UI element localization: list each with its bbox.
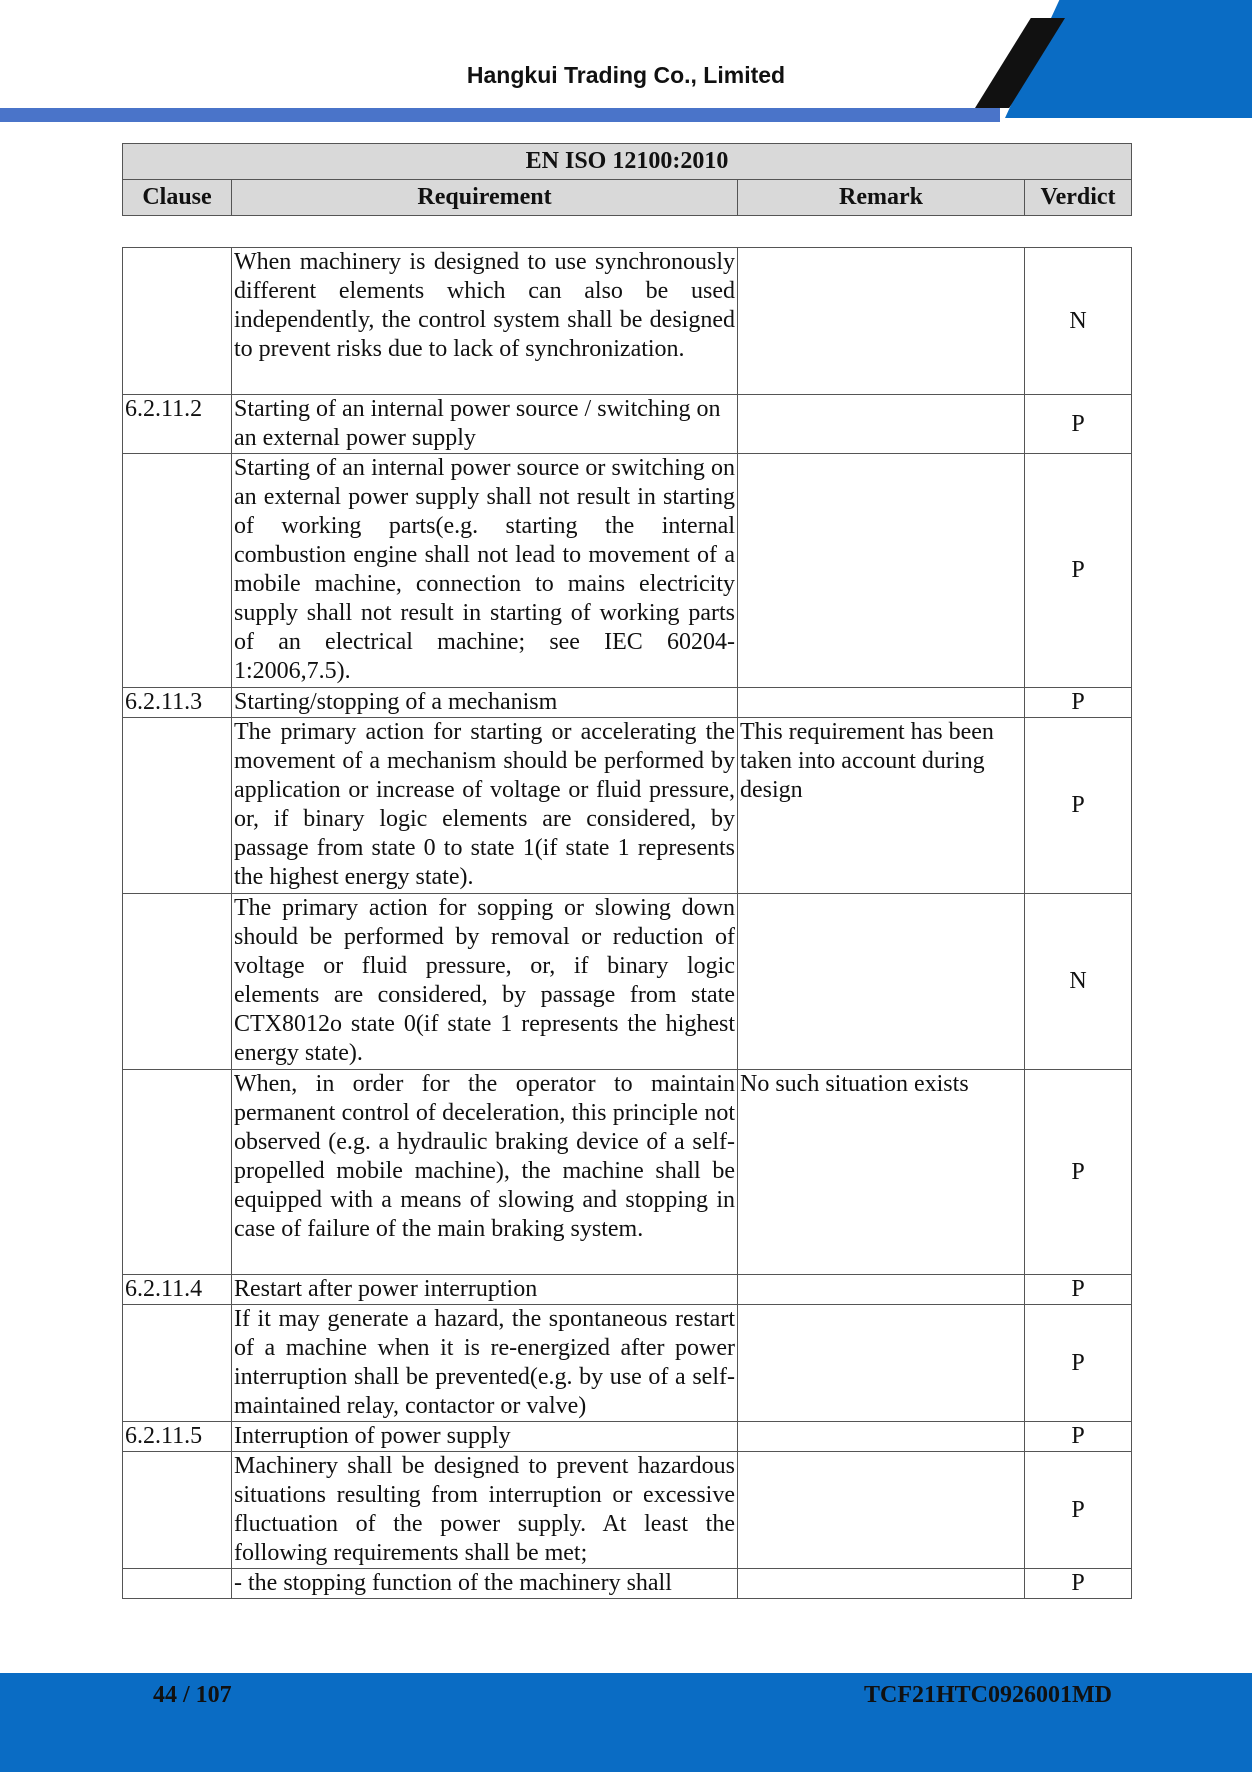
table-row (123, 248, 1132, 395)
page-number: 44 / 107 (153, 1682, 232, 1708)
col-remark: Remark (738, 180, 1025, 216)
remark-cell (738, 248, 1025, 395)
company-name: Hangkui Trading Co., Limited (466, 62, 786, 88)
table-header (122, 143, 1132, 216)
verdict-cell: P (1025, 688, 1132, 718)
clause-cell (123, 454, 232, 688)
verdict-cell: N (1025, 894, 1132, 1070)
remark-cell (738, 1305, 1025, 1422)
clause-cell: 6.2.11.3 (123, 688, 232, 718)
verdict-cell: P (1025, 1275, 1132, 1305)
requirement-cell: Starting of an internal power source or switching on an external power supply shall not result in starting of working parts(e.g. starting the internal combustion engine shall not lead to movement of a mobile machine, connection to mains electricity supply shall not result in starting of working parts of an electrical machine; see IEC 60204-1:2006,7.5). (232, 454, 738, 688)
clause-cell (123, 1070, 232, 1275)
verdict-cell: P (1025, 718, 1132, 894)
requirement-cell: Starting/stopping of a mechanism (232, 688, 738, 718)
table-row (123, 454, 1132, 688)
col-verdict: Verdict (1025, 180, 1132, 216)
remark-cell (738, 395, 1025, 454)
table-row (123, 1422, 1132, 1452)
remark-cell (738, 1422, 1025, 1452)
remark-cell (738, 1452, 1025, 1569)
verdict-cell: P (1025, 1569, 1132, 1599)
requirements-table (122, 247, 1132, 1599)
standard-title: EN ISO 12100:2010 (123, 144, 1132, 180)
report-number: TCF21HTC0926001MD (864, 1682, 1112, 1708)
table-row (123, 1305, 1132, 1422)
verdict-cell: P (1025, 1452, 1132, 1569)
table-row (123, 894, 1132, 1070)
requirement-cell: Machinery shall be designed to prevent hazardous situations resulting from interruption or excessive fluctuation of the power supply. At least the following requirements shall be met; (232, 1452, 738, 1569)
requirement-cell: Starting of an internal power source / switching on an external power supply (232, 395, 738, 454)
clause-cell: 6.2.11.2 (123, 395, 232, 454)
requirement-cell: The primary action for sopping or slowing down should be performed by removal or reduction of voltage or fluid pressure, or, if binary logic elements are considered, by passage from state CTX8012o state 0(if state 1 represents the highest energy state). (232, 894, 738, 1070)
clause-cell (123, 1569, 232, 1599)
requirement-cell: Restart after power interruption (232, 1275, 738, 1305)
table-row (123, 1569, 1132, 1599)
table-row (123, 1070, 1132, 1275)
verdict-cell: P (1025, 1422, 1132, 1452)
table-row (123, 718, 1132, 894)
verdict-cell: P (1025, 454, 1132, 688)
requirement-cell: - the stopping function of the machinery shall (232, 1569, 738, 1599)
verdict-cell: N (1025, 248, 1132, 395)
clause-cell (123, 894, 232, 1070)
requirement-cell: When, in order for the operator to maintain permanent control of deceleration, this principle not observed (e.g. a hydraulic braking device of a self-propelled mobile machine), the machine shall be equipped with a means of slowing and stopping in case of failure of the main braking system. (232, 1070, 738, 1275)
clause-cell: 6.2.11.5 (123, 1422, 232, 1452)
header-band (0, 108, 1000, 122)
clause-cell (123, 1305, 232, 1422)
clause-cell: 6.2.11.4 (123, 1275, 232, 1305)
remark-cell: No such situation exists (738, 1070, 1025, 1275)
clause-cell (123, 1452, 232, 1569)
requirement-cell: When machinery is designed to use synchronously different elements which can also be used independently, the control system shall be designed to prevent risks due to lack of synchronization. (232, 248, 738, 395)
table-row (123, 1275, 1132, 1305)
remark-cell (738, 454, 1025, 688)
requirement-cell: The primary action for starting or accelerating the movement of a mechanism should be performed by application or increase of voltage or fluid pressure, or, if binary logic elements are considered, by passage from state 0 to state 1(if state 1 represents the highest energy state). (232, 718, 738, 894)
remark-cell (738, 1275, 1025, 1305)
clause-cell (123, 718, 232, 894)
col-clause: Clause (123, 180, 232, 216)
verdict-cell: P (1025, 1305, 1132, 1422)
requirement-cell: If it may generate a hazard, the spontaneous restart of a machine when it is re-energized after power interruption shall be prevented(e.g. by use of a self-maintained relay, contactor or valve) (232, 1305, 738, 1422)
table-row (123, 1452, 1132, 1569)
remark-cell (738, 688, 1025, 718)
table-row (123, 688, 1132, 718)
col-requirement: Requirement (232, 180, 738, 216)
clause-cell (123, 248, 232, 395)
remark-cell (738, 1569, 1025, 1599)
verdict-cell: P (1025, 395, 1132, 454)
header-corner-blue (1005, 0, 1252, 118)
requirement-cell: Interruption of power supply (232, 1422, 738, 1452)
remark-cell: This requirement has been taken into account during design (738, 718, 1025, 894)
table-row (123, 395, 1132, 454)
verdict-cell: P (1025, 1070, 1132, 1275)
remark-cell (738, 894, 1025, 1070)
